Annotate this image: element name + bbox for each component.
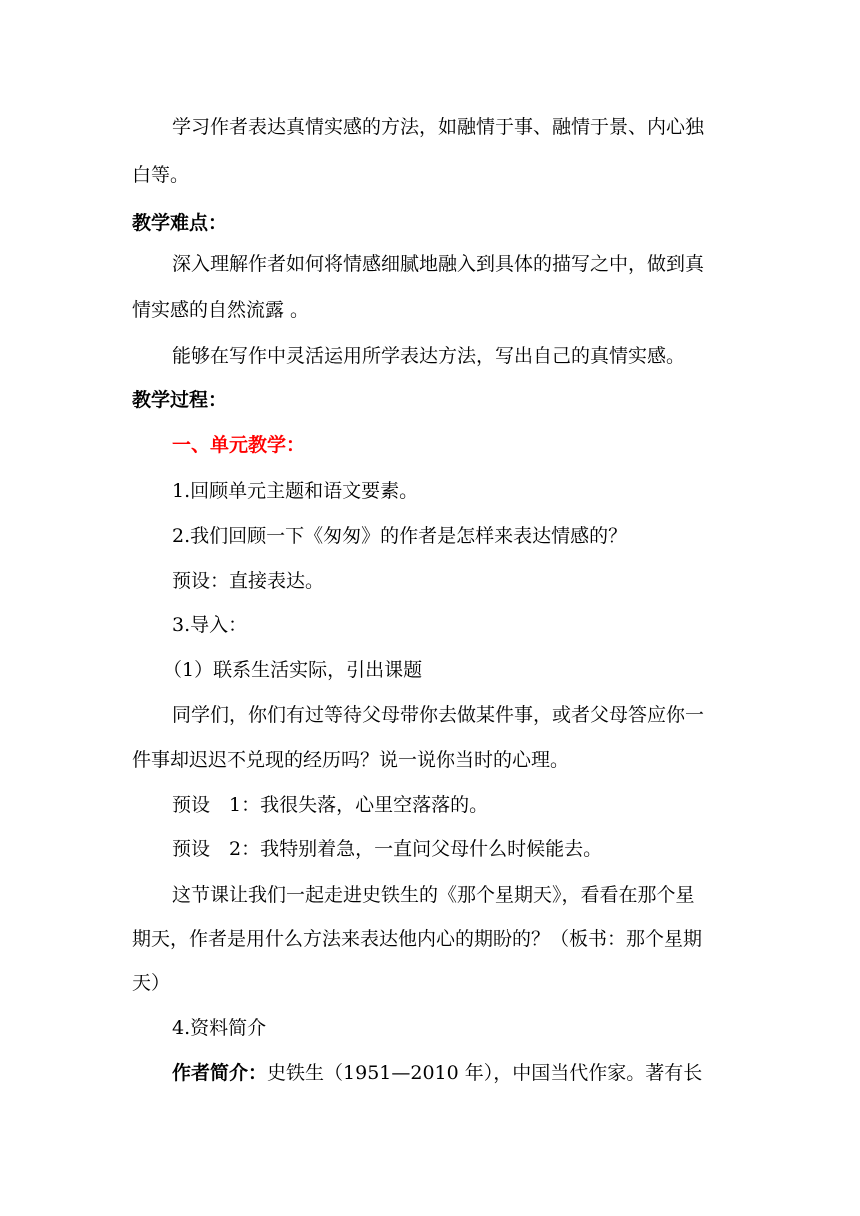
- preset-answer: 预设：直接表达。: [172, 570, 325, 592]
- sub-item-1: （1）联系生活实际，引出课题: [163, 659, 423, 681]
- preset-1: 预设 1：我很失落，心里空落落的。: [172, 794, 489, 816]
- list-item-3: 3.导入：: [172, 614, 248, 636]
- question-line-2: 件事却迟迟不兑现的经历吗？说一说你当时的心理。: [132, 749, 570, 771]
- intro-line-1: 这节课让我们一起走进史铁生的《那个星期天》，看看在那个星: [172, 884, 695, 906]
- author-intro-text: 史铁生（1951—2010 年），中国当代作家。著有长: [267, 1062, 703, 1084]
- preset-2: 预设 2：我特别着急，一直问父母什么时候能去。: [172, 838, 603, 860]
- difficulty-paragraph-1-line-2: 情实感的自然流露 。: [132, 299, 310, 321]
- difficulty-heading: 教学难点：: [132, 212, 228, 234]
- objective-text-line-1: 学习作者表达真情实感的方法，如融情于事、融情于景、内心独: [172, 116, 705, 138]
- author-intro-label: 作者简介：: [172, 1062, 268, 1084]
- author-intro: [172, 1060, 702, 1086]
- list-item-1: 1.回顾单元主题和语文要素。: [172, 480, 419, 502]
- question-line-1: 同学们，你们有过等待父母带你去做某件事，或者父母答应你一: [172, 704, 705, 726]
- process-heading: 教学过程：: [132, 389, 228, 411]
- intro-line-3: 天）: [132, 972, 171, 994]
- difficulty-paragraph-2: 能够在写作中灵活运用所学表达方法，写出自己的真情实感。: [172, 345, 686, 367]
- difficulty-paragraph-1-line-1: 深入理解作者如何将情感细腻地融入到具体的描写之中，做到真: [172, 253, 705, 275]
- list-item-4: 4.资料简介: [172, 1017, 267, 1039]
- section-heading-unit-teaching: 一、单元教学：: [172, 434, 306, 456]
- objective-text-line-2: 白等。: [132, 164, 190, 186]
- intro-line-2: 期天，作者是用什么方法来表达他内心的期盼的？（板书：那个星期: [132, 928, 703, 950]
- list-item-2: 2.我们回顾一下《匆匆》的作者是怎样来表达情感的？: [172, 525, 628, 547]
